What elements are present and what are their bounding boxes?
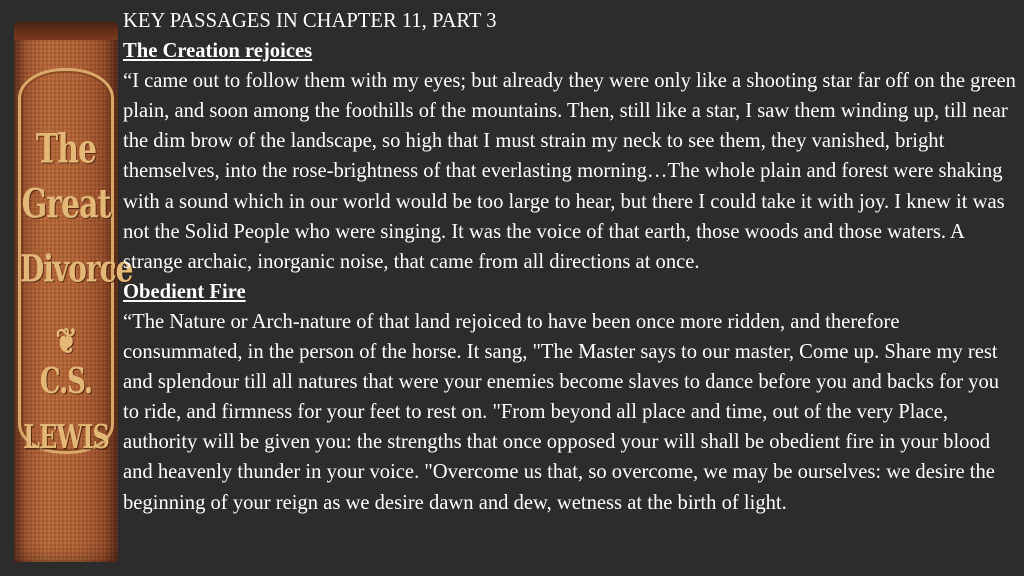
book-spine-image bbox=[14, 22, 133, 562]
spine-top-edge bbox=[14, 22, 118, 40]
passage-creation-rejoices: “I came out to follow them with my eyes; but already they were only like a shooting star far off on the green plain, and soon among the foothills of the mountains. Then, still like a star, I saw them winding up, till near the dim brow of the landscape, so high that I must strain my neck to see them, they vanished, bright themselves, into the rose-brightness of that everlasting morning…The whole plain and forest were shaking with a sound which in our world would be too large to hear, but there I could take it with joy. I knew it was not the Solid People who were singing. It was the voice of that earth, those woods and those waters. A strange archaic, inorganic noise, that came from all directions at once. bbox=[123, 70, 1016, 273]
passage-obedient-fire: “The Nature or Arch-nature of that land rejoiced to have been once more ridden, and therefore consummated, in the person of the horse. It sang, "The Master says to our master, Come up. Share my rest and splendour till all natures that were your enemies become slaves to dance before you and backs for you to ride, and firmness for your feet to rest on. "From beyond all place and time, out of the very Place, authority will be given you: the strengths that once opposed your will shall be obedient fire in your blood and heavenly thunder in your voice. "Overcome us that, so overcome, we may be ourselves: we desire the beginning of your reign as we desire dawn and dew, wetness at the birth of light. bbox=[123, 310, 1000, 514]
slide-title: KEY PASSAGES IN CHAPTER 11, PART 3 bbox=[123, 10, 497, 32]
section-heading-creation-rejoices: The Creation rejoices bbox=[123, 40, 313, 63]
slide-content bbox=[123, 6, 1018, 518]
section-heading-obedient-fire: Obedient Fire bbox=[123, 280, 246, 303]
spine-title-divorce: Divorce bbox=[20, 246, 133, 291]
spine-title-great: Great bbox=[21, 180, 111, 229]
spine-title-the: The bbox=[35, 125, 97, 174]
spine-author-surname: LEWIS bbox=[23, 416, 109, 457]
spine-author-initials: C.S. bbox=[39, 361, 93, 403]
spine-ornament-icon: ❦ bbox=[55, 321, 77, 363]
